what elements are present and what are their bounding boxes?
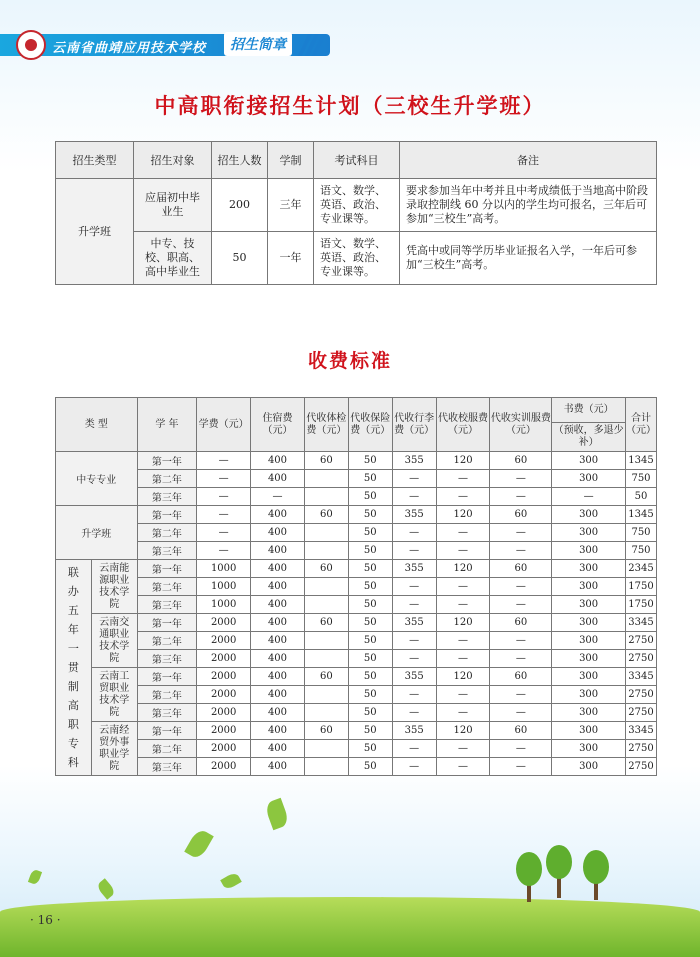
fee-cell: 1000 bbox=[197, 560, 251, 578]
fee-cell: 400 bbox=[251, 704, 305, 722]
fee-cell: 355 bbox=[392, 452, 436, 470]
fees-title: 收费标准 bbox=[307, 350, 392, 372]
plan-header: 学制 bbox=[268, 142, 314, 179]
fee-cell: 3345 bbox=[626, 668, 657, 686]
fee-cell: 第一年 bbox=[137, 452, 197, 470]
fees-header-total: 合计（元） bbox=[626, 398, 657, 452]
page-header bbox=[0, 28, 700, 60]
fee-row bbox=[56, 704, 657, 722]
fee-cell: 60 bbox=[490, 614, 552, 632]
fee-cell: — bbox=[490, 758, 552, 776]
fee-row bbox=[56, 632, 657, 650]
fee-cell: 400 bbox=[251, 578, 305, 596]
fee-cell bbox=[304, 758, 348, 776]
fee-row bbox=[56, 668, 657, 686]
fee-cell: 355 bbox=[392, 506, 436, 524]
fee-cell bbox=[304, 704, 348, 722]
fee-cell bbox=[304, 686, 348, 704]
fee-row bbox=[56, 524, 657, 542]
fee-cell: 300 bbox=[552, 632, 626, 650]
fee-cell: 2000 bbox=[197, 758, 251, 776]
fee-cell: 2000 bbox=[197, 686, 251, 704]
fee-cell: 2750 bbox=[626, 758, 657, 776]
fee-cell: 750 bbox=[626, 542, 657, 560]
fee-cell: 2345 bbox=[626, 560, 657, 578]
plan-target: 应届初中毕业生 bbox=[134, 179, 212, 232]
plan-subjects: 语文、数学、英语、政治、专业课等。 bbox=[314, 179, 400, 232]
fee-cell: 120 bbox=[436, 506, 490, 524]
fee-row bbox=[56, 470, 657, 488]
fee-cell: 第三年 bbox=[137, 488, 197, 506]
fee-group-name: 中专专业 bbox=[56, 452, 138, 506]
fee-cell: — bbox=[197, 542, 251, 560]
fee-cell: 355 bbox=[392, 722, 436, 740]
fee-cell: — bbox=[197, 470, 251, 488]
fee-cell: 第三年 bbox=[137, 758, 197, 776]
fee-cell: 300 bbox=[552, 686, 626, 704]
brochure-label: 招生简章 bbox=[224, 32, 292, 56]
fee-cell: — bbox=[490, 704, 552, 722]
fee-cell: — bbox=[436, 470, 490, 488]
fee-cell: 第三年 bbox=[137, 542, 197, 560]
fee-row bbox=[56, 506, 657, 524]
plan-note: 凭高中或同等学历毕业证报名入学，一年后可参加“三校生”高考。 bbox=[400, 232, 657, 285]
fee-cell: — bbox=[490, 740, 552, 758]
fee-row bbox=[56, 758, 657, 776]
fee-cell: 300 bbox=[552, 524, 626, 542]
fee-cell: 750 bbox=[626, 470, 657, 488]
fees-header: 代收实训服费（元） bbox=[490, 398, 552, 452]
fee-cell: — bbox=[436, 524, 490, 542]
fee-cell: 50 bbox=[348, 524, 392, 542]
plan-target: 中专、技校、职高、高中毕业生 bbox=[134, 232, 212, 285]
fee-table-body bbox=[56, 452, 657, 776]
fee-cell: — bbox=[392, 470, 436, 488]
fee-cell: 60 bbox=[490, 560, 552, 578]
fee-row bbox=[56, 686, 657, 704]
fee-cell: — bbox=[490, 470, 552, 488]
fee-cell: — bbox=[392, 686, 436, 704]
school-name-cell: 云南交通职业技术学院 bbox=[91, 614, 137, 668]
fee-cell: — bbox=[392, 596, 436, 614]
fee-cell: 300 bbox=[552, 596, 626, 614]
fee-cell: 300 bbox=[552, 452, 626, 470]
fee-cell: 300 bbox=[552, 668, 626, 686]
fee-row bbox=[56, 560, 657, 578]
fee-cell: — bbox=[392, 632, 436, 650]
fees-header: 代收保险费（元） bbox=[348, 398, 392, 452]
fee-cell: 120 bbox=[436, 668, 490, 686]
fee-cell: 1000 bbox=[197, 596, 251, 614]
fee-cell: — bbox=[490, 488, 552, 506]
fee-cell: 60 bbox=[304, 560, 348, 578]
header-stripes bbox=[300, 34, 330, 56]
fee-cell: 2000 bbox=[197, 632, 251, 650]
school-name-cell: 云南工贸职业技术学院 bbox=[91, 668, 137, 722]
fee-cell: 第二年 bbox=[137, 578, 197, 596]
fee-cell: — bbox=[436, 632, 490, 650]
fee-cell: 400 bbox=[251, 686, 305, 704]
fee-cell: 400 bbox=[251, 722, 305, 740]
leaf-decoration bbox=[184, 827, 214, 860]
fee-row bbox=[56, 542, 657, 560]
fee-cell bbox=[304, 470, 348, 488]
leaf-decoration bbox=[220, 871, 242, 890]
plan-subjects: 语文、数学、英语、政治、专业课等。 bbox=[314, 232, 400, 285]
fee-cell: 60 bbox=[304, 722, 348, 740]
fee-cell: 第二年 bbox=[137, 740, 197, 758]
fee-cell: 300 bbox=[552, 704, 626, 722]
fees-header-type: 类 型 bbox=[56, 398, 138, 452]
fee-cell: — bbox=[436, 758, 490, 776]
fee-cell: 400 bbox=[251, 758, 305, 776]
tree-decoration bbox=[516, 852, 542, 886]
fee-cell bbox=[304, 632, 348, 650]
fee-cell: — bbox=[490, 686, 552, 704]
fee-cell: 3345 bbox=[626, 722, 657, 740]
fee-cell: 2000 bbox=[197, 704, 251, 722]
fees-header: 住宿费（元） bbox=[251, 398, 305, 452]
fee-cell: 50 bbox=[348, 686, 392, 704]
fees-header-books: 书费（元） bbox=[552, 398, 626, 423]
fee-standard-table bbox=[55, 397, 657, 776]
fee-cell: 第三年 bbox=[137, 650, 197, 668]
fee-cell: 60 bbox=[304, 668, 348, 686]
fee-cell: 50 bbox=[348, 650, 392, 668]
fee-cell: — bbox=[436, 650, 490, 668]
fee-cell: — bbox=[197, 506, 251, 524]
fee-cell: 120 bbox=[436, 452, 490, 470]
page-number: · 16 · bbox=[30, 913, 61, 927]
fee-cell: 300 bbox=[552, 740, 626, 758]
plan-header: 招生对象 bbox=[134, 142, 212, 179]
fee-cell: — bbox=[197, 488, 251, 506]
plan-row bbox=[56, 179, 657, 232]
fee-row bbox=[56, 488, 657, 506]
fee-cell bbox=[304, 542, 348, 560]
tree-trunk bbox=[557, 876, 561, 898]
fee-cell: 120 bbox=[436, 614, 490, 632]
fee-cell: 750 bbox=[626, 524, 657, 542]
fee-cell: 2750 bbox=[626, 686, 657, 704]
fee-cell: 400 bbox=[251, 740, 305, 758]
fee-cell: — bbox=[251, 488, 305, 506]
plan-note: 要求参加当年中考并且中考成绩低于当地高中阶段录取控制线 60 分以内的学生均可报名，三年后可参加“三校生”高考。 bbox=[400, 179, 657, 232]
fee-row bbox=[56, 596, 657, 614]
fee-cell: 60 bbox=[304, 614, 348, 632]
fee-cell: 300 bbox=[552, 722, 626, 740]
fee-cell: 50 bbox=[348, 470, 392, 488]
fee-cell: 第一年 bbox=[137, 722, 197, 740]
fee-cell: 300 bbox=[552, 470, 626, 488]
fee-cell bbox=[304, 650, 348, 668]
fee-cell: 60 bbox=[490, 722, 552, 740]
fee-cell bbox=[304, 524, 348, 542]
fee-cell: 2750 bbox=[626, 704, 657, 722]
fee-cell: 400 bbox=[251, 668, 305, 686]
fee-cell: 第一年 bbox=[137, 614, 197, 632]
fees-header: 代收行李费（元） bbox=[392, 398, 436, 452]
leaf-decoration bbox=[264, 798, 290, 830]
fee-cell: 50 bbox=[348, 452, 392, 470]
fee-cell: 60 bbox=[304, 452, 348, 470]
grass-decoration bbox=[0, 897, 700, 957]
fee-cell: 3345 bbox=[626, 614, 657, 632]
fee-cell: 400 bbox=[251, 650, 305, 668]
fee-cell: — bbox=[392, 704, 436, 722]
joint-program-label bbox=[56, 560, 92, 776]
fee-group-name: 升学班 bbox=[56, 506, 138, 560]
fee-cell: 50 bbox=[348, 722, 392, 740]
fee-cell: 第二年 bbox=[137, 470, 197, 488]
fee-cell: — bbox=[436, 686, 490, 704]
fee-cell: 2000 bbox=[197, 614, 251, 632]
fee-cell: 400 bbox=[251, 470, 305, 488]
fee-cell: 300 bbox=[552, 506, 626, 524]
fees-header: 代收校服费（元） bbox=[436, 398, 490, 452]
fee-cell bbox=[304, 596, 348, 614]
fee-cell: — bbox=[392, 740, 436, 758]
leaf-decoration bbox=[96, 878, 117, 900]
fee-row bbox=[56, 614, 657, 632]
fee-cell: 400 bbox=[251, 542, 305, 560]
fee-cell: 50 bbox=[348, 740, 392, 758]
fee-cell: 60 bbox=[490, 452, 552, 470]
fee-cell: 300 bbox=[552, 650, 626, 668]
fee-row bbox=[56, 578, 657, 596]
fee-cell: — bbox=[392, 542, 436, 560]
fee-cell: 第二年 bbox=[137, 686, 197, 704]
fee-cell: 50 bbox=[348, 668, 392, 686]
fee-cell: — bbox=[490, 542, 552, 560]
fee-cell: 400 bbox=[251, 632, 305, 650]
fee-cell: 2000 bbox=[197, 650, 251, 668]
fee-cell: — bbox=[490, 596, 552, 614]
fee-cell: 50 bbox=[348, 578, 392, 596]
fee-cell: — bbox=[392, 524, 436, 542]
fee-cell: 50 bbox=[348, 488, 392, 506]
fee-cell: 2750 bbox=[626, 740, 657, 758]
fee-cell: — bbox=[436, 488, 490, 506]
fee-cell: 120 bbox=[436, 722, 490, 740]
fee-cell: 50 bbox=[348, 632, 392, 650]
fee-cell: 1345 bbox=[626, 452, 657, 470]
fee-cell: 1345 bbox=[626, 506, 657, 524]
fee-cell: — bbox=[197, 524, 251, 542]
fee-cell: 300 bbox=[552, 578, 626, 596]
fee-cell: 120 bbox=[436, 560, 490, 578]
fee-cell: 2750 bbox=[626, 632, 657, 650]
plan-count: 200 bbox=[212, 179, 268, 232]
plan-type: 升学班 bbox=[56, 179, 134, 285]
fee-cell: 2750 bbox=[626, 650, 657, 668]
fee-cell: — bbox=[490, 650, 552, 668]
fee-cell: — bbox=[392, 758, 436, 776]
fee-cell: — bbox=[436, 704, 490, 722]
fee-cell: — bbox=[490, 524, 552, 542]
school-logo bbox=[16, 30, 46, 60]
fee-cell: 第二年 bbox=[137, 632, 197, 650]
fee-cell: 355 bbox=[392, 668, 436, 686]
enrollment-plan-table bbox=[55, 141, 657, 285]
fee-cell: 400 bbox=[251, 614, 305, 632]
tree-decoration bbox=[546, 845, 572, 879]
fee-cell: 50 bbox=[348, 704, 392, 722]
fee-cell: 400 bbox=[251, 506, 305, 524]
fee-row bbox=[56, 740, 657, 758]
fee-cell: 400 bbox=[251, 596, 305, 614]
fee-cell: 2000 bbox=[197, 722, 251, 740]
fee-cell bbox=[304, 740, 348, 758]
fee-cell: — bbox=[436, 578, 490, 596]
fee-cell: 300 bbox=[552, 560, 626, 578]
fee-cell: 400 bbox=[251, 524, 305, 542]
fee-cell: — bbox=[436, 542, 490, 560]
fee-cell: — bbox=[392, 650, 436, 668]
fee-cell: 355 bbox=[392, 614, 436, 632]
fee-cell: 50 bbox=[348, 596, 392, 614]
fee-cell: 1750 bbox=[626, 578, 657, 596]
fee-cell: 60 bbox=[490, 506, 552, 524]
plan-title: 中高职衔接招生计划（三校生升学班） bbox=[154, 94, 546, 118]
fee-cell: 60 bbox=[304, 506, 348, 524]
fee-cell: 300 bbox=[552, 542, 626, 560]
fee-cell: — bbox=[392, 578, 436, 596]
leaf-decoration bbox=[28, 869, 42, 886]
school-name: 云南省曲靖应用技术学校 bbox=[52, 41, 207, 56]
fee-cell: 60 bbox=[490, 668, 552, 686]
plan-years: 一年 bbox=[268, 232, 314, 285]
fee-cell: 第一年 bbox=[137, 560, 197, 578]
fee-cell: 400 bbox=[251, 452, 305, 470]
fee-cell: 2000 bbox=[197, 740, 251, 758]
plan-count: 50 bbox=[212, 232, 268, 285]
fees-header-year: 学 年 bbox=[137, 398, 197, 452]
plan-years: 三年 bbox=[268, 179, 314, 232]
fee-cell: 50 bbox=[348, 542, 392, 560]
fee-cell: — bbox=[436, 596, 490, 614]
fee-row bbox=[56, 650, 657, 668]
fee-cell: — bbox=[436, 740, 490, 758]
fee-cell: — bbox=[392, 488, 436, 506]
fee-cell: 50 bbox=[348, 758, 392, 776]
plan-header: 招生类型 bbox=[56, 142, 134, 179]
fee-cell: 50 bbox=[626, 488, 657, 506]
fee-cell: 355 bbox=[392, 560, 436, 578]
fee-cell: 300 bbox=[552, 614, 626, 632]
fees-header-books-note: （预收，多退少补） bbox=[552, 423, 626, 452]
fee-cell: — bbox=[552, 488, 626, 506]
fee-cell bbox=[304, 578, 348, 596]
fees-header: 代收体检费（元） bbox=[304, 398, 348, 452]
fee-cell: 400 bbox=[251, 560, 305, 578]
fee-row bbox=[56, 722, 657, 740]
fee-cell: — bbox=[197, 452, 251, 470]
fee-cell: 50 bbox=[348, 614, 392, 632]
plan-header: 考试科目 bbox=[314, 142, 400, 179]
fee-cell: 第一年 bbox=[137, 506, 197, 524]
school-name-cell: 云南能源职业技术学院 bbox=[91, 560, 137, 614]
fee-cell: — bbox=[490, 632, 552, 650]
plan-header: 招生人数 bbox=[212, 142, 268, 179]
fee-cell: 2000 bbox=[197, 668, 251, 686]
fee-cell: 1000 bbox=[197, 578, 251, 596]
fee-cell bbox=[304, 488, 348, 506]
school-name-cell: 云南经贸外事职业学院 bbox=[91, 722, 137, 776]
joint-program-text: 联办五年一贯制高职专科 bbox=[67, 566, 79, 769]
fee-cell: 第一年 bbox=[137, 668, 197, 686]
fee-cell: 300 bbox=[552, 758, 626, 776]
tree-decoration bbox=[583, 850, 609, 884]
fee-cell: 第二年 bbox=[137, 524, 197, 542]
plan-header: 备注 bbox=[400, 142, 657, 179]
fee-cell: 第三年 bbox=[137, 704, 197, 722]
fee-row bbox=[56, 452, 657, 470]
fee-cell: 50 bbox=[348, 506, 392, 524]
plan-row bbox=[56, 232, 657, 285]
fee-cell: 50 bbox=[348, 560, 392, 578]
fee-cell: 第三年 bbox=[137, 596, 197, 614]
fees-header: 学费（元） bbox=[197, 398, 251, 452]
fee-cell: 1750 bbox=[626, 596, 657, 614]
fee-cell: — bbox=[490, 578, 552, 596]
